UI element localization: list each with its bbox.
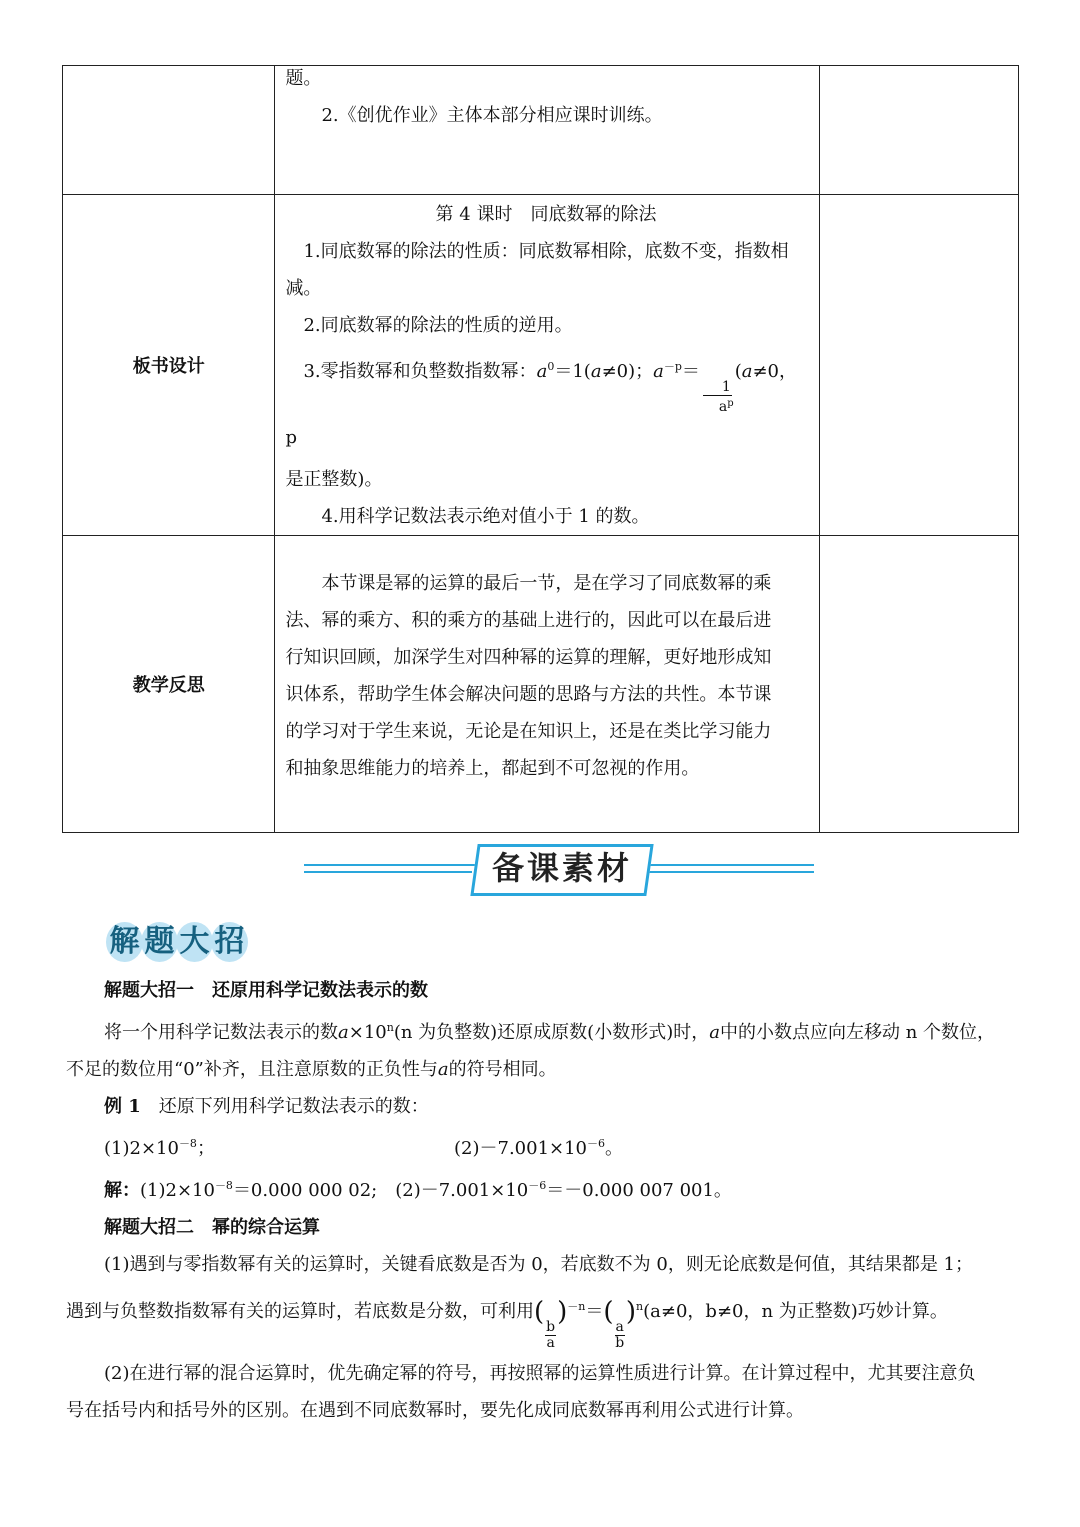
reflection-notes-cell	[819, 536, 1018, 833]
t2-f2-exp: n	[636, 1300, 644, 1313]
banner-line-left-top	[304, 864, 476, 866]
tips-badge-char: 招	[211, 922, 248, 962]
t1-var-a: a	[338, 1022, 349, 1043]
t1-line2-a: 不足的数位用“0”补齐，且注意原数的正负性与	[66, 1059, 438, 1080]
tips-badge-char: 大	[176, 922, 213, 962]
banner-line-right-top	[644, 864, 814, 866]
item3-cond-open: (	[734, 361, 742, 382]
banner-line-right-bottom	[640, 871, 814, 873]
homework-notes-cell	[819, 66, 1018, 195]
t1-exp-n: n	[386, 1021, 394, 1034]
reflection-line: 识体系，帮助学生体会解决问题的思路与方法的共性。本节课	[285, 684, 772, 705]
board-design-content-cell	[275, 195, 819, 536]
tip-2-paragraph-2-line-2: 号在括号内和括号外的区别。在遇到不同底数幂时，要先化成同底数幂再利用公式进行计算。	[66, 1400, 804, 1421]
reflection-row	[63, 536, 1019, 833]
t2-cond: (a≠0，b≠0，n 为正整数)巧妙计算。	[643, 1301, 948, 1322]
t2-line2-text: 遇到与负整数指数幂有关的运算时，若底数是分数，可利用	[66, 1301, 534, 1322]
item3-negp-exp: －p	[663, 360, 682, 373]
example-1-answer	[66, 1167, 1022, 1209]
board-design-label: 板书设计	[63, 195, 275, 536]
t2-f2-open: (	[603, 1297, 614, 1327]
tip-2-paragraph-2-line-1: (2)在进行幂的混合运算时，优先确定幂的符号，再按照幂的运算性质进行计算。在计算过程中，尤其要注意负	[104, 1363, 976, 1384]
q1-end: ；	[196, 1138, 215, 1159]
t1-line2-b: 的符号相同。	[448, 1059, 557, 1080]
reflection-line: 和抽象思维能力的培养上，都起到不可忽视的作用。	[285, 758, 700, 779]
homework-content-cell	[275, 66, 819, 195]
tips-body	[66, 972, 1022, 1429]
board-design-row	[63, 195, 1019, 536]
tips-badge	[106, 922, 246, 964]
t2-eq: ＝	[585, 1301, 604, 1322]
board-item-1a: 1.同底数幂的除法的性质：同底数幂相除，底数不变，指数相	[303, 241, 789, 262]
example-1-label: 例 1	[104, 1096, 141, 1117]
answer-b-res: ＝－0.000 007 001。	[546, 1180, 732, 1201]
item3-frac-den-wrap	[701, 396, 734, 415]
reflection-line: 行知识回顾，加深学生对四种幂的运算的理解，更好地形成知	[285, 647, 772, 668]
lesson-title: 第 4 课时 同底数幂的除法	[435, 204, 657, 225]
reflection-line: 法、幂的乘方、积的乘方的基础上进行的，因此可以在最后进	[285, 610, 772, 631]
reflection-line: 的学习对于学生来说，无论是在知识上，还是在类比学习能力	[285, 721, 772, 742]
item3-cond: ≠0，p	[285, 361, 797, 448]
board-item-3b: 是正整数)。	[285, 469, 383, 490]
item3-frac-den-exp: p	[727, 398, 734, 409]
homework-line-1: 题。	[285, 68, 322, 89]
t2-f1-num: b	[546, 1319, 556, 1335]
item3-eq: ＝	[681, 361, 700, 382]
reflection-label: 教学反思	[63, 536, 275, 833]
t2-f2-den: b	[615, 1335, 625, 1351]
t2-f1-exp: －n	[567, 1300, 586, 1313]
item3-zero-rest: ＝1(	[554, 361, 591, 382]
t2-f1-den: a	[546, 1335, 555, 1351]
board-item-2: 2.同底数幂的除法的性质的逆用。	[303, 315, 573, 336]
tips-badge-char: 解	[106, 922, 143, 962]
answer-a: (1)2×10	[140, 1180, 215, 1201]
t2-f2-num: a	[615, 1319, 624, 1335]
board-design-notes-cell	[819, 195, 1018, 536]
t2-f1-close: )	[557, 1297, 568, 1327]
q1-text: (1)2×10	[104, 1138, 179, 1159]
homework-line-2: 2.《创优作业》主体本部分相应课时训练。	[321, 105, 663, 126]
item3-var-a: a	[536, 361, 548, 382]
lesson-plan-table	[62, 65, 1019, 833]
answer-b-exp: －6	[528, 1179, 547, 1192]
t2-f2-close: )	[625, 1297, 637, 1327]
tip-2-paragraph-1-line-1: (1)遇到与零指数幂有关的运算时，关键看底数是否为 0，若底数不为 0，则无论底数是何值，其结果都是 1；	[104, 1254, 974, 1275]
example-1-text: 还原下列用科学记数法表示的数：	[140, 1096, 429, 1117]
answer-a-exp: －8	[214, 1179, 233, 1192]
t2-fraction-2	[615, 1320, 625, 1351]
t2-fraction-1	[545, 1320, 556, 1351]
board-item-1b: 减。	[285, 278, 322, 299]
item3-var-a4: a	[741, 361, 753, 382]
banner-title: 备课素材	[491, 849, 632, 887]
t1-text-a: 将一个用科学记数法表示的数	[104, 1022, 338, 1043]
tip-1-title: 解题大招一 还原用科学记数法表示的数	[104, 980, 428, 1001]
q2-end: 。	[605, 1138, 624, 1159]
tip-2-title: 解题大招二 幂的综合运算	[104, 1217, 320, 1238]
t1-var-a3: a	[437, 1059, 449, 1080]
item3-zero-exp: 0	[547, 360, 555, 373]
board-item-4: 4.用科学记数法表示绝对值小于 1 的数。	[321, 506, 650, 527]
t1-text-b: ×10	[348, 1022, 387, 1043]
example-1-questions	[104, 1125, 1022, 1167]
tip-1-paragraph-line-2	[66, 1051, 1022, 1088]
tips-badge-char: 题	[141, 922, 178, 962]
t1-text-d: 中的小数点应向左移动 n 个数位，	[719, 1022, 996, 1043]
t2-f1-open: (	[534, 1297, 545, 1327]
answer-label: 解：	[104, 1180, 140, 1201]
item3-var-a3: a	[653, 361, 664, 382]
t1-text-c: (n 为负整数)还原成原数(小数形式)时，	[393, 1022, 710, 1043]
t1-var-a2: a	[709, 1022, 720, 1043]
section-banner	[304, 840, 814, 896]
item3-fraction	[701, 380, 734, 415]
board-item-3	[285, 344, 806, 461]
example-1-question-1	[104, 1125, 454, 1167]
reflection-content-cell	[275, 536, 819, 833]
example-1	[66, 1088, 1022, 1125]
reflection-line: 本节课是幂的运算的最后一节，是在学习了同底数幂的乘	[321, 573, 772, 594]
example-1-question-2	[454, 1125, 623, 1167]
item3-frac-num: 1	[703, 380, 732, 396]
homework-label-cell	[63, 66, 275, 195]
q2-exp: －6	[587, 1137, 606, 1150]
item3-var-a2: a	[590, 361, 602, 382]
item3-frac-den: a	[718, 399, 728, 415]
tip-2-paragraph-1-line-2	[66, 1283, 1022, 1351]
banner-line-left-bottom	[304, 871, 472, 873]
q1-exp: －8	[178, 1137, 197, 1150]
item3-prefix: 3.零指数幂和负整数指数幂：	[303, 361, 537, 382]
q2-text: (2)－7.001×10	[454, 1138, 588, 1159]
tip-1-paragraph-line-1	[66, 1009, 1022, 1051]
item3-ne0: ≠0)；	[601, 361, 654, 382]
answer-a-res: ＝0.000 000 02; (2)－7.001×10	[232, 1180, 529, 1201]
homework-row	[63, 66, 1019, 195]
